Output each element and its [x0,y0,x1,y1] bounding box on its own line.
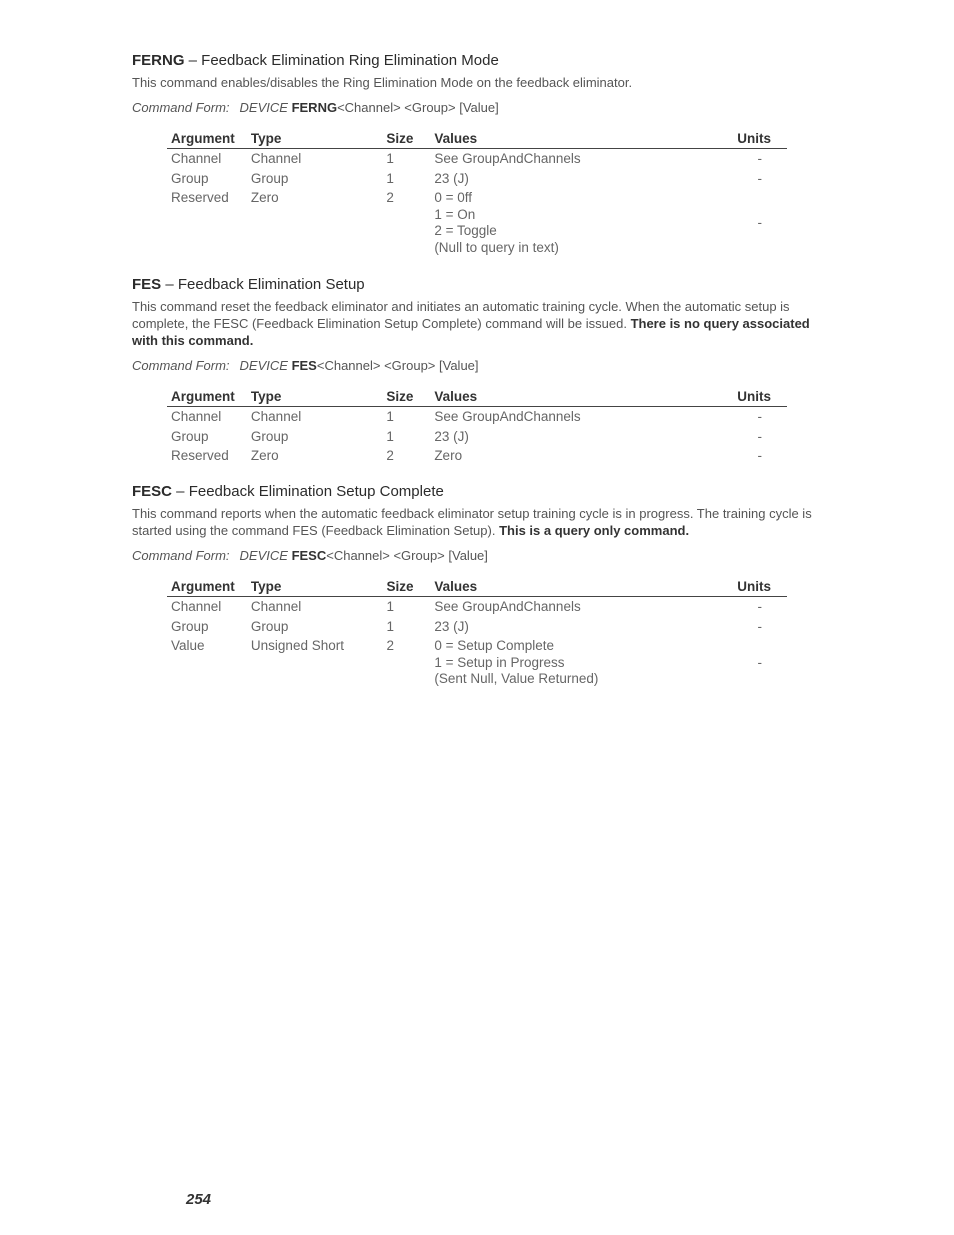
header-argument: Argument [167,387,247,407]
section-fesc [132,483,812,689]
cell-size: 1 [386,151,394,166]
section-heading [132,52,812,70]
header-values: Values [430,129,733,149]
header-argument: Argument [167,577,247,597]
cell-units: - [757,151,762,166]
command-form [132,357,812,374]
command-form-code: FERNG [291,100,338,115]
description-text: This command reports when the automatic feedback eliminator setup training cycle is in progress. The training cycle is started using the command FES (Feedback Elimination Setup). [132,506,812,538]
cell-values [430,636,733,689]
section-heading [132,483,812,501]
section-description [132,298,812,349]
command-form-code: FESC [291,548,327,563]
value-line: 1 = On [434,206,476,222]
command-title: – Feedback Elimination Setup [161,276,365,293]
header-units: Units [733,129,787,149]
section-description [132,74,812,91]
table-row [167,617,787,637]
command-form-label: Command Form: [132,548,230,563]
table-row [167,636,787,689]
table-row [167,169,787,189]
description-text: This command enables/disables the Ring Elimination Mode on the feedback eliminator. [132,75,633,90]
description-text: This command reset the feedback eliminator and initiates an automatic training cycle. When the automatic setup is complete, the FESC (Feedback Elimination Setup Complete) command will be issued. [132,299,790,331]
header-argument: Argument [167,129,247,149]
cell-type: Channel [250,151,302,166]
cell-type: Group [250,428,289,444]
cell-values [430,617,733,637]
cell-units: - [757,618,762,634]
header-type: Type [247,129,383,149]
cell-units: - [757,599,762,614]
cell-argument: Reserved [171,448,229,463]
value-line: 0 = 0ff [434,190,472,205]
cell-argument: Channel [171,409,222,424]
command-form [132,99,812,116]
table-row [167,149,787,169]
cell-units: - [757,428,762,444]
cell-size: 1 [386,618,394,634]
argument-table [167,129,787,257]
table-row [167,427,787,447]
header-type: Type [247,387,383,407]
command-device: DEVICE [239,358,288,373]
cell-argument: Group [171,428,209,444]
page-number: 254 [186,1191,212,1208]
command-form-label: Command Form: [132,358,230,373]
cell-argument: Value [171,638,205,653]
command-code: FES [132,276,162,293]
command-form-args: <Channel> <Group> [Value] [316,358,479,373]
value-line: 1 = Setup in Progress [434,654,565,670]
table-row [167,446,787,466]
description-bold-text: This is a query only command. [499,523,690,538]
value-line: (Sent Null, Value Returned) [434,671,599,686]
cell-type: Zero [250,190,279,205]
value-line: See GroupAndChannels [434,151,581,166]
command-form-args: <Channel> <Group> [Value] [326,548,488,563]
header-size: Size [382,129,430,149]
cell-units: - [757,654,762,670]
cell-size: 1 [386,428,394,444]
description-bold-text: There is no query associated with this command. [132,316,810,348]
cell-type: Unsigned Short [250,638,344,653]
cell-values [430,149,733,169]
header-size: Size [382,577,430,597]
value-line: 23 (J) [434,618,469,634]
command-title: – Feedback Elimination Setup Complete [172,483,444,500]
header-units: Units [733,387,787,407]
value-line: 23 (J) [434,428,469,444]
header-values: Values [430,387,733,407]
value-line: (Null to query in text) [434,239,559,255]
command-device: DEVICE [239,100,288,115]
cell-argument: Group [171,170,209,186]
table-header-row [167,387,787,407]
cell-size: 2 [386,638,394,653]
cell-argument: Group [171,618,209,634]
cell-units: - [757,214,762,230]
value-line: See GroupAndChannels [434,409,581,424]
cell-values [430,169,733,189]
cell-argument: Channel [171,599,222,614]
section-heading [132,276,812,294]
cell-size: 1 [386,599,394,614]
cell-values [430,427,733,447]
header-values: Values [430,577,733,597]
cell-values [430,188,733,257]
argument-table [167,387,787,466]
cell-size: 1 [386,170,394,186]
header-units: Units [733,577,787,597]
cell-argument: Channel [171,151,222,166]
cell-type: Zero [250,448,279,463]
cell-size: 2 [386,190,394,205]
section-ferng [132,52,812,257]
value-line: 23 (J) [434,170,469,186]
header-size: Size [382,387,430,407]
table-row [167,188,787,257]
cell-units: - [757,448,762,463]
table-header-row [167,577,787,597]
table-header-row [167,129,787,149]
value-line: 2 = Toggle [434,223,497,238]
command-form-args: <Channel> <Group> [Value] [337,100,499,115]
cell-size: 2 [386,448,394,463]
command-form [132,547,812,564]
section-fes [132,276,812,466]
cell-type: Channel [250,599,302,614]
command-title: – Feedback Elimination Ring Elimination Mode [184,52,499,69]
cell-type: Group [250,618,289,634]
command-code: FESC [132,483,173,500]
command-form-label: Command Form: [132,100,230,115]
table-row [167,407,787,427]
cell-values [430,446,733,466]
cell-size: 1 [386,409,394,424]
table-row [167,597,787,617]
command-form-code: FES [291,358,317,373]
cell-type: Channel [250,409,302,424]
argument-table [167,577,787,689]
cell-units: - [757,409,762,424]
command-code: FERNG [132,52,185,69]
cell-values [430,597,733,617]
command-device: DEVICE [239,548,288,563]
cell-argument: Reserved [171,190,229,205]
cell-units: - [757,170,762,186]
value-line: See GroupAndChannels [434,599,581,614]
cell-values [430,407,733,427]
value-line: Zero [434,448,463,463]
value-line: 0 = Setup Complete [434,638,555,653]
section-description [132,505,812,539]
header-type: Type [247,577,383,597]
cell-type: Group [250,170,289,186]
